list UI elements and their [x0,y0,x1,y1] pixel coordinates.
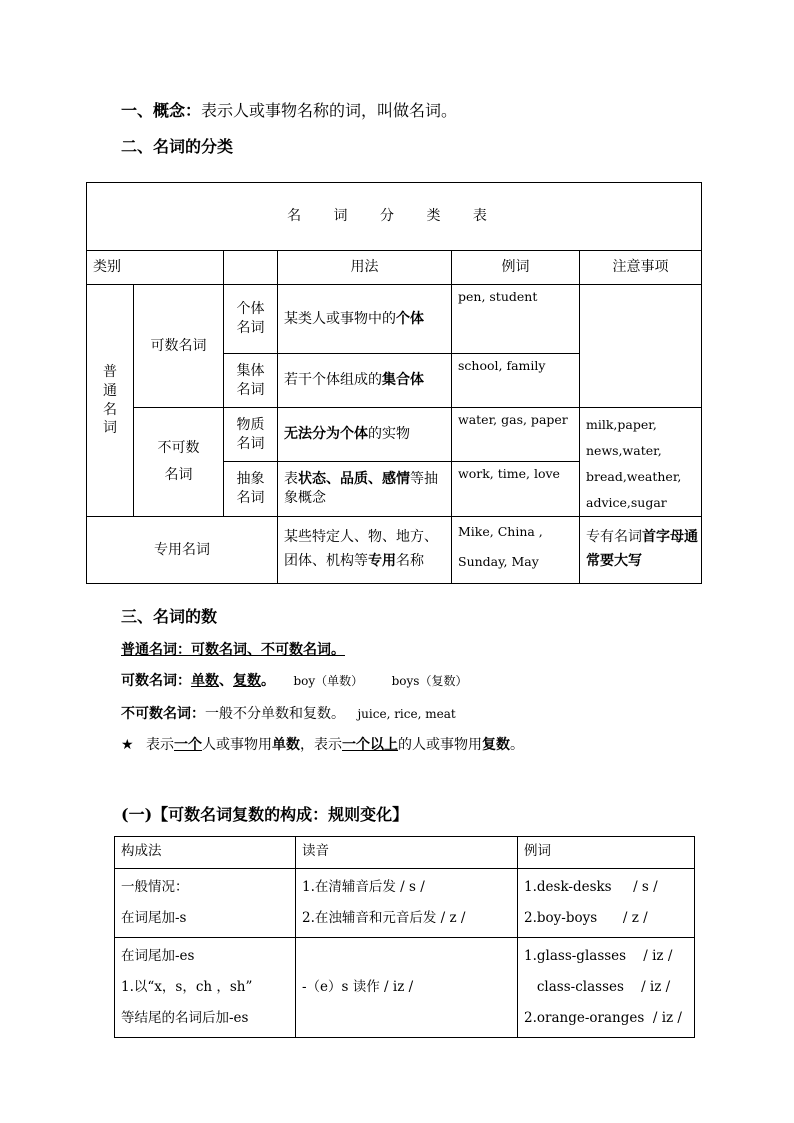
collective-examples: school, family [452,354,580,408]
usage-text: 某些特定人、物、地方、团体、机构等 [284,529,438,569]
individual-examples: pen, student [452,285,580,354]
note-text: 专有名词 [586,529,642,546]
usage-text: 的实物 [368,426,410,443]
sub1-title: (一)【可数名词复数的构成：规则变化】 [121,805,409,824]
rule-text: 。 [510,737,525,753]
abstract-cell: 抽象 名词 [224,462,278,517]
example-singular: boy（单数） [293,674,364,688]
noun-classification-table [86,182,702,584]
proper-note [580,517,702,584]
usage-text: 表 [284,471,298,488]
header-usage: 用法 [278,251,452,285]
abstract-usage [278,462,452,517]
line-examples: juice, rice, meat [357,707,456,721]
singular-term: 单数 [191,673,219,689]
collective-cell: 集体 名词 [224,354,278,408]
countable-cell: 可数名词 [134,285,224,408]
row1-examples: 1.desk-desks / s / 2.boy-boys / z / [518,869,695,938]
table-title-text: 名 词 分 类 表 [287,208,501,225]
collective-usage [278,354,452,408]
usage-bold: 专用 [368,553,396,569]
usage-bold: 状态、品质、感情 [298,471,410,488]
header-method: 构成法 [115,837,296,869]
line-label: 不可数名词： [121,706,205,722]
individual-usage [278,285,452,354]
countable-note-cell [580,285,702,408]
concept-label: 一、概念： [121,101,202,120]
usage-bold: 无法分为个体 [284,426,368,443]
common-noun-cell: 普 通 名 词 [87,285,134,517]
common-noun-line: 普通名词：可数名词、不可数名词。 [121,642,345,658]
usage-text: 某类人或事物中的 [284,310,396,327]
row2-examples: 1.glass-glasses / iz / class-classes / iz / 2.orange-oranges / iz / [518,938,695,1038]
individual-cell: 个体 名词 [224,285,278,354]
rule-text: 的人或事物用 [398,737,483,753]
rule-text: 人或事物用 [202,737,273,753]
uncountable-line [121,703,456,723]
line-end: 。 [261,673,275,689]
header-category: 类别 [87,251,224,285]
proper-examples: Mike, China , Sunday, May [452,517,580,584]
line-text: 一般不分单数和复数。 [205,706,345,722]
usage-bold: 个体 [396,310,424,327]
material-examples: water, gas, paper [452,408,580,462]
rule-underline: 一个以上 [342,737,399,753]
usage-bold: 集合体 [382,372,424,389]
uncountable-cell: 不可数 名词 [134,408,224,517]
material-cell: 物质 名词 [224,408,278,462]
plural-rules-table [114,836,695,1038]
uncountable-note: milk,paper, news,water, bread,weather, advice,sugar [580,408,702,517]
plural-term: 复数 [233,673,261,689]
usage-text: 若干个体组成的 [284,372,382,389]
concept-text: 表示人或事物名称的词，叫做名词。 [201,101,458,120]
countable-line [121,670,467,690]
rule-text: ，表示 [300,737,343,753]
row1-pronunciation: 1.在清辅音后发 / s / 2.在浊辅音和元音后发 / z / [296,869,518,938]
section3-title: 三、名词的数 [121,607,218,626]
rule-bold: 复数 [482,737,511,753]
header-blank [224,251,278,285]
row2-pronunciation: -（e）s 读作 / iz / [296,938,518,1038]
section2-title: 二、名词的分类 [121,137,234,156]
rule-text: 表示 [146,737,175,753]
row1-method: 一般情况： 在词尾加-s [115,869,296,938]
row2-method: 在词尾加-es 1.以“x，s，ch ，sh” 等结尾的名词后加-es [115,938,296,1038]
star-icon: ★ [121,737,134,753]
note-bold: 首字母通常要大写 [586,529,698,569]
separator: 、 [219,673,233,689]
proper-usage [278,517,452,584]
usage-text: 等抽象概念 [284,471,438,506]
rule-underline: 一个 [174,737,203,753]
header-notes: 注意事项 [580,251,702,285]
rule-bold: 单数 [272,737,301,753]
header-examples: 例词 [452,251,580,285]
proper-noun-cell: 专用名词 [87,517,278,584]
table-title [87,183,702,251]
abstract-examples: work, time, love [452,462,580,517]
usage-text: 名称 [396,553,424,569]
example-plural: boys（复数） [391,674,468,688]
star-rule-line [121,734,524,754]
line-label: 可数名词： [121,673,191,689]
concept-line [121,98,457,121]
material-usage [278,408,452,462]
header-pronunciation: 读音 [296,837,518,869]
header-examples: 例词 [518,837,695,869]
